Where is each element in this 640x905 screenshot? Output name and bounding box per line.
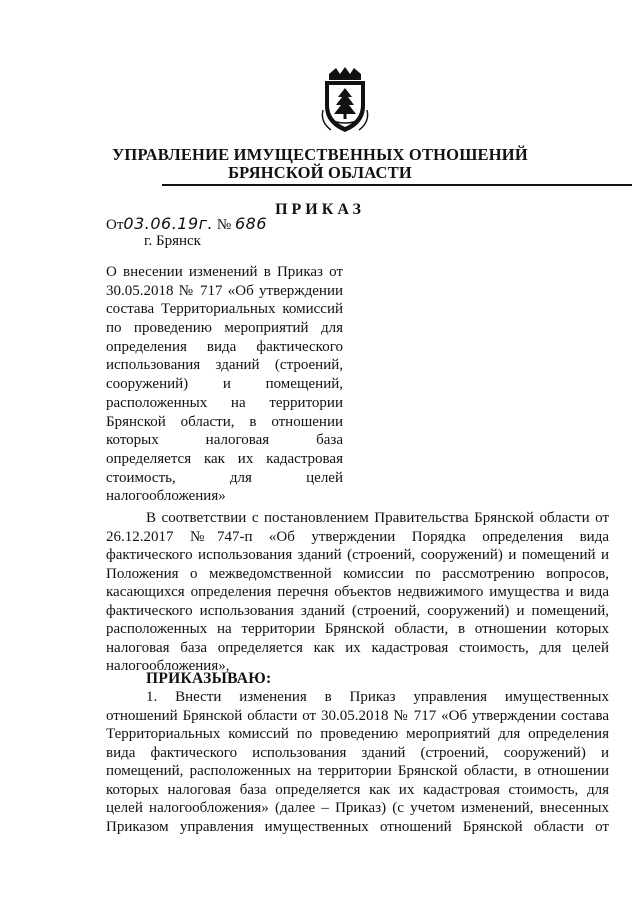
body-line: 26.12.2017 №747-п «Об утверждении Порядка определения вида — [106, 528, 609, 545]
subject-line: использования зданий (строений, — [106, 357, 343, 374]
body-line: отношений Брянской области от 30.05.2018 № 717 «Об утверждении состава — [106, 707, 609, 724]
subject-line: налогообложения» — [106, 488, 226, 505]
body-line: Территориальных комиссий по проведению мероприятий для определения — [106, 726, 609, 742]
subject-line: Брянской области, в отношении — [106, 413, 343, 430]
subject-line: расположенных на территории — [106, 394, 343, 411]
subject-line: стоимость, для целей — [106, 469, 343, 486]
body-line: касающихся определения перечня объектов недвижимого имущества и вида — [106, 584, 609, 600]
body-line: целей налогообложения» (далее – Приказ) (с учетом изменений, внесенных — [106, 800, 609, 816]
date-prefix: От — [106, 217, 124, 233]
header-divider — [162, 184, 632, 186]
body-line: фактического использования зданий (строений, сооружений) и помещений и — [106, 547, 609, 563]
city: г. Брянск — [144, 233, 201, 249]
subject-line: определяется как их кадастровая — [106, 450, 343, 467]
body-line: налоговая база определяется как их кадастровая стоимость, для целей — [106, 639, 609, 656]
decree-heading: ПРИКАЗЫВАЮ: — [146, 670, 272, 687]
subject-line: О внесении изменений в Приказ от — [106, 264, 343, 280]
organization-name-line2: БРЯНСКОЙ ОБЛАСТИ — [228, 163, 412, 182]
subject-line: которых налоговая база — [106, 432, 343, 449]
body-line: помещений, расположенных на территории Брянской области, в отношении — [106, 763, 609, 779]
coat-of-arms-icon — [319, 66, 371, 136]
body-line: которых налоговая база определяется как их кадастровая стоимость, для — [106, 781, 609, 798]
handwritten-number: 686 — [234, 214, 267, 233]
body-line: В соответствии с постановлением Правительства Брянской области от — [146, 510, 609, 526]
subject-line: сооружений) и помещений, — [106, 376, 343, 393]
body-line: Приказом управления имущественных отношений Брянской области от — [106, 818, 609, 835]
body-line: 1. Внести изменения в Приказ управления имущественных — [146, 689, 609, 705]
handwritten-date: 03.06.19г. — [123, 214, 214, 233]
date-number-line — [106, 214, 267, 234]
body-line: налогообложения», — [106, 658, 230, 674]
body-line: вида фактического использования зданий (строений, сооружений) и — [106, 744, 609, 761]
item-1-paragraph — [106, 688, 609, 836]
subject-line: по проведению мероприятий для — [106, 320, 343, 337]
body-line: расположенных на территории Брянской области, в отношении которых — [106, 621, 609, 637]
subject-line: 30.05.2018 № 717 «Об утверждении — [106, 282, 343, 299]
body-line: Положения о межведомственной комиссии по рассмотрению вопросов, — [106, 565, 609, 582]
subject-block — [106, 263, 343, 506]
document-title: ПРИКАЗ — [275, 201, 365, 218]
preamble-paragraph — [106, 509, 609, 676]
subject-line: состава Территориальных комиссий — [106, 301, 343, 318]
subject-line: определения вида фактического — [106, 338, 343, 355]
body-line: фактического использования зданий (строений, сооружений) и помещений, — [106, 602, 609, 619]
organization-name-line1: УПРАВЛЕНИЕ ИМУЩЕСТВЕННЫХ ОТНОШЕНИЙ — [112, 145, 528, 164]
number-sign: № — [216, 217, 232, 233]
